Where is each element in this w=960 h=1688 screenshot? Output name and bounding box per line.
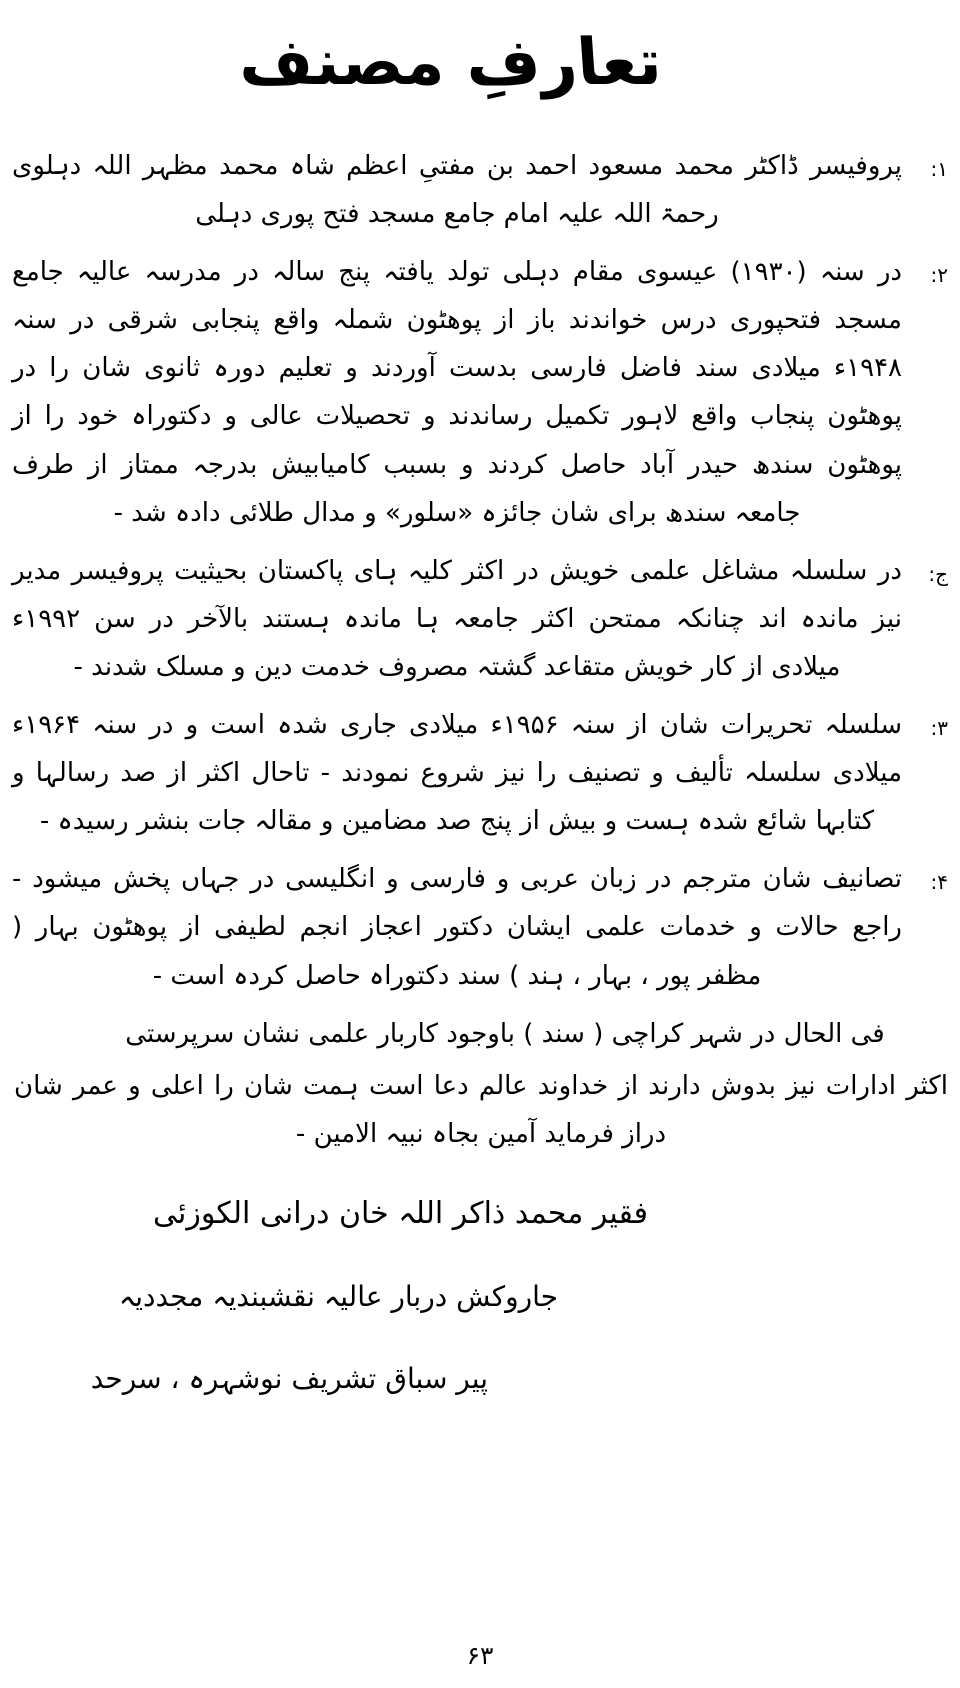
item-marker: ۲: xyxy=(930,263,948,288)
signature-line-3: پیر سباق تشریف نوشہرہ ، سرحد xyxy=(90,1362,488,1396)
item-text: در سلسلہ مشاغل علمی خویش در اکثر کلیہ ہای پاکستان بحیثیت پروفیسر مدیر نیز ماندہ اند چنانکہ ممتحن اکثر جامعہ ہا ماندہ ہستند بالآخر در سن ۱۹۹۲ء میلادی از کار خویش متقاعد گشتہ مصروف خدمت دین و مسلک شدند - xyxy=(12,555,902,682)
item-marker: ۳: xyxy=(930,716,948,741)
item-text: در سنہ (۱۹۳۰) عیسوی مقام دہلی تولد یافتہ پنج سالہ در مدرسہ عالیہ جامع مسجد فتحپوری درس خواندند باز از پوھٹون شملہ واقع پنجابی شرقی در سنہ ۱۹۴۸ء میلادی سند فاضل فارسی بدست آوردند و تعلیم دورہ ثانوی شان را در پوھٹون پنجاب واقع لاہور تکمیل رساندند و تحصیلات عالی و دکتوراہ خود را از پوھٹون سندھ حیدر آباد حاصل کردند و بسبب کامیابیش بدرجہ ممتاز از طرف جامعہ سندھ برای شان جائزہ «سلور» و مدال طلائی دادہ شد - xyxy=(12,257,902,528)
author-item-4 xyxy=(12,701,948,845)
author-item-1 xyxy=(12,142,948,238)
item-text: سلسلہ تحریرات شان از سنہ ۱۹۵۶ء میلادی جاری شدہ است و در سنہ ۱۹۶۴ء میلادی سلسلہ تألیف و تصنیف را نیز شروع نمودند - تاحال اکثر از صد رسالہا و کتابہا شائع شدہ ہست و بیش از پنج صد مضامین و مقالہ جات بنشر رسیدہ - xyxy=(12,710,902,837)
closing-paragraph: اکثر ادارات نیز بدوش دارند از خداوند عالم دعا است ہمت شان را اعلی و عمر شان دراز فرماید آمین بجاہ نبیہ الامین - xyxy=(14,1070,948,1149)
closing-line: فی الحال در شہر کراچی ( سند ) باوجود کاربار علمی نشان سرپرستی xyxy=(125,1018,885,1049)
item-marker: ۱: xyxy=(930,157,948,181)
item-marker: ۴: xyxy=(930,870,948,895)
item-marker: ج: xyxy=(928,561,948,586)
page-title: تعارفِ مصنف xyxy=(236,26,664,100)
signature-line-1: فقیر محمد ذاکر اللہ خان درانی الکوزئی xyxy=(152,1195,648,1231)
page-number: ۶۳ xyxy=(466,1641,494,1670)
author-item-3 xyxy=(12,547,948,691)
item-text: تصانیف شان مترجم در زبان عربی و فارسی و انگلیسی در جہاں پخش میشود - راجع حالات و خدمات علمی ایشان دکتور اعجاز انجم لطیفی از پوھٹون بہار ( مظفر پور ، بہار ، ہند ) سند دکتوراہ حاصل کردہ است - xyxy=(12,864,902,991)
signature-line-2: جاروکش دربار عالیہ نقشبندیہ مجددیہ xyxy=(118,1279,558,1313)
body-text xyxy=(8,142,952,1398)
signature-block xyxy=(12,1194,948,1398)
item-text: پروفیسر ڈاکٹر محمد مسعود احمد بن مفتیِ اعظم شاہ محمد مظہر اللہ دہلوی رحمۃ اللہ علیہ امام جامع مسجد فتح پوری دہلی xyxy=(12,151,902,230)
author-item-5 xyxy=(12,855,948,999)
author-item-2 xyxy=(12,248,948,537)
